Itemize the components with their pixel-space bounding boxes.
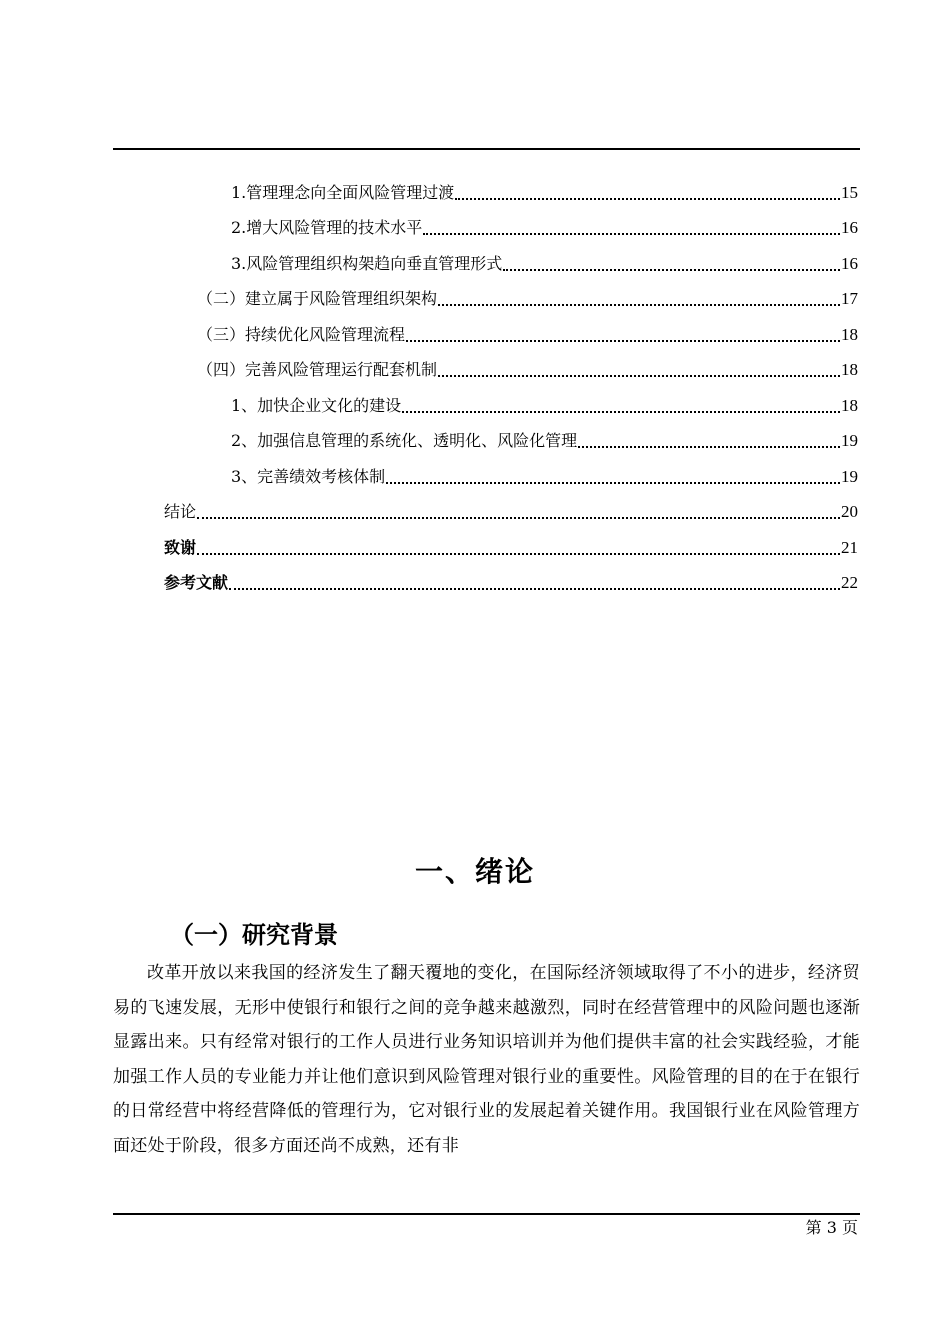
toc-entry-label: 结论 <box>164 502 197 521</box>
toc-entry-label: 2.增大风险管理的技术水平 <box>231 218 423 237</box>
toc-entry-page: 16 <box>841 254 858 273</box>
toc-entry-page: 18 <box>841 325 858 344</box>
toc-entry-page: 22 <box>841 573 858 592</box>
toc-entry-label: 3、完善绩效考核体制 <box>231 467 386 486</box>
toc-leader-dots <box>386 481 840 484</box>
toc-entry-page: 19 <box>841 467 858 486</box>
toc-leader-dots <box>455 197 840 200</box>
header-rule <box>113 148 860 150</box>
footer-rule <box>113 1213 860 1215</box>
toc-leader-dots <box>197 552 840 555</box>
toc-entry-label: 参考文献 <box>164 573 229 592</box>
toc-leader-dots <box>406 339 840 342</box>
toc-entry-label: 2、加强信息管理的系统化、透明化、风险化管理 <box>231 431 578 450</box>
toc-leader-dots <box>438 374 840 377</box>
toc-entry-page: 21 <box>841 538 858 557</box>
toc-entry[interactable] <box>231 211 858 239</box>
toc-entry[interactable] <box>231 424 858 452</box>
toc-entry-page: 18 <box>841 396 858 415</box>
toc-entry-page: 18 <box>841 360 858 379</box>
toc-leader-dots <box>438 303 840 306</box>
toc-entry-page: 15 <box>841 183 858 202</box>
toc-entry[interactable] <box>164 566 858 594</box>
toc-entry-label: 致谢 <box>164 538 197 557</box>
toc-entry[interactable] <box>231 460 858 488</box>
toc-entry[interactable] <box>231 176 858 204</box>
page-number: 第 3 页 <box>805 1218 858 1237</box>
toc-entry[interactable] <box>197 282 858 310</box>
toc-entry[interactable] <box>197 353 858 381</box>
toc-entry-label: 3.风险管理组织构架趋向垂直管理形式 <box>231 254 503 273</box>
toc-leader-dots <box>197 516 840 519</box>
toc-entry-page: 16 <box>841 218 858 237</box>
toc-leader-dots <box>402 410 840 413</box>
body-paragraph: 改革开放以来我国的经济发生了翻天覆地的变化，在国际经济领域取得了不小的进步，经济贸易的飞速发展，无形中使银行和银行之间的竞争越来越激烈，同时在经营管理中的风险问题也逐渐显露出来。只有经常对银行的工作人员进行业务知识培训并为他们提供丰富的社会实践经验，才能加强工作人员的专业能力并让他们意识到风险管理对银行业的重要性。风险管理的目的在于在银行的日常经营中将经营降低的管理行为，它对银行业的发展起着关键作用。我国银行业在风险管理方面还处于阶段，很多方面还尚不成熟，还有非 <box>113 963 860 1156</box>
toc-entry-label: 1.管理理念向全面风险管理过渡 <box>231 183 455 202</box>
toc-entry-label: （三）持续优化风险管理流程 <box>197 325 406 344</box>
toc-entry-page: 19 <box>841 431 858 450</box>
toc-entry-page: 17 <box>841 289 858 308</box>
toc-entry[interactable] <box>164 495 858 523</box>
chapter-title: 一、绪论 <box>414 855 535 888</box>
toc-entry[interactable] <box>231 247 858 275</box>
section-title: （一）研究背景 <box>170 921 338 949</box>
toc-entry-label: 1、加快企业文化的建设 <box>231 396 402 415</box>
toc-leader-dots <box>503 268 840 271</box>
toc-entry-label: （二）建立属于风险管理组织架构 <box>197 289 438 308</box>
toc-leader-dots <box>229 587 840 590</box>
toc-entry-page: 20 <box>841 502 858 521</box>
toc-leader-dots <box>423 232 840 235</box>
toc-entry[interactable] <box>197 318 858 346</box>
toc-entry[interactable] <box>164 531 858 559</box>
toc-entry-label: （四）完善风险管理运行配套机制 <box>197 360 438 379</box>
toc-entry[interactable] <box>231 389 858 417</box>
toc-leader-dots <box>578 445 840 448</box>
